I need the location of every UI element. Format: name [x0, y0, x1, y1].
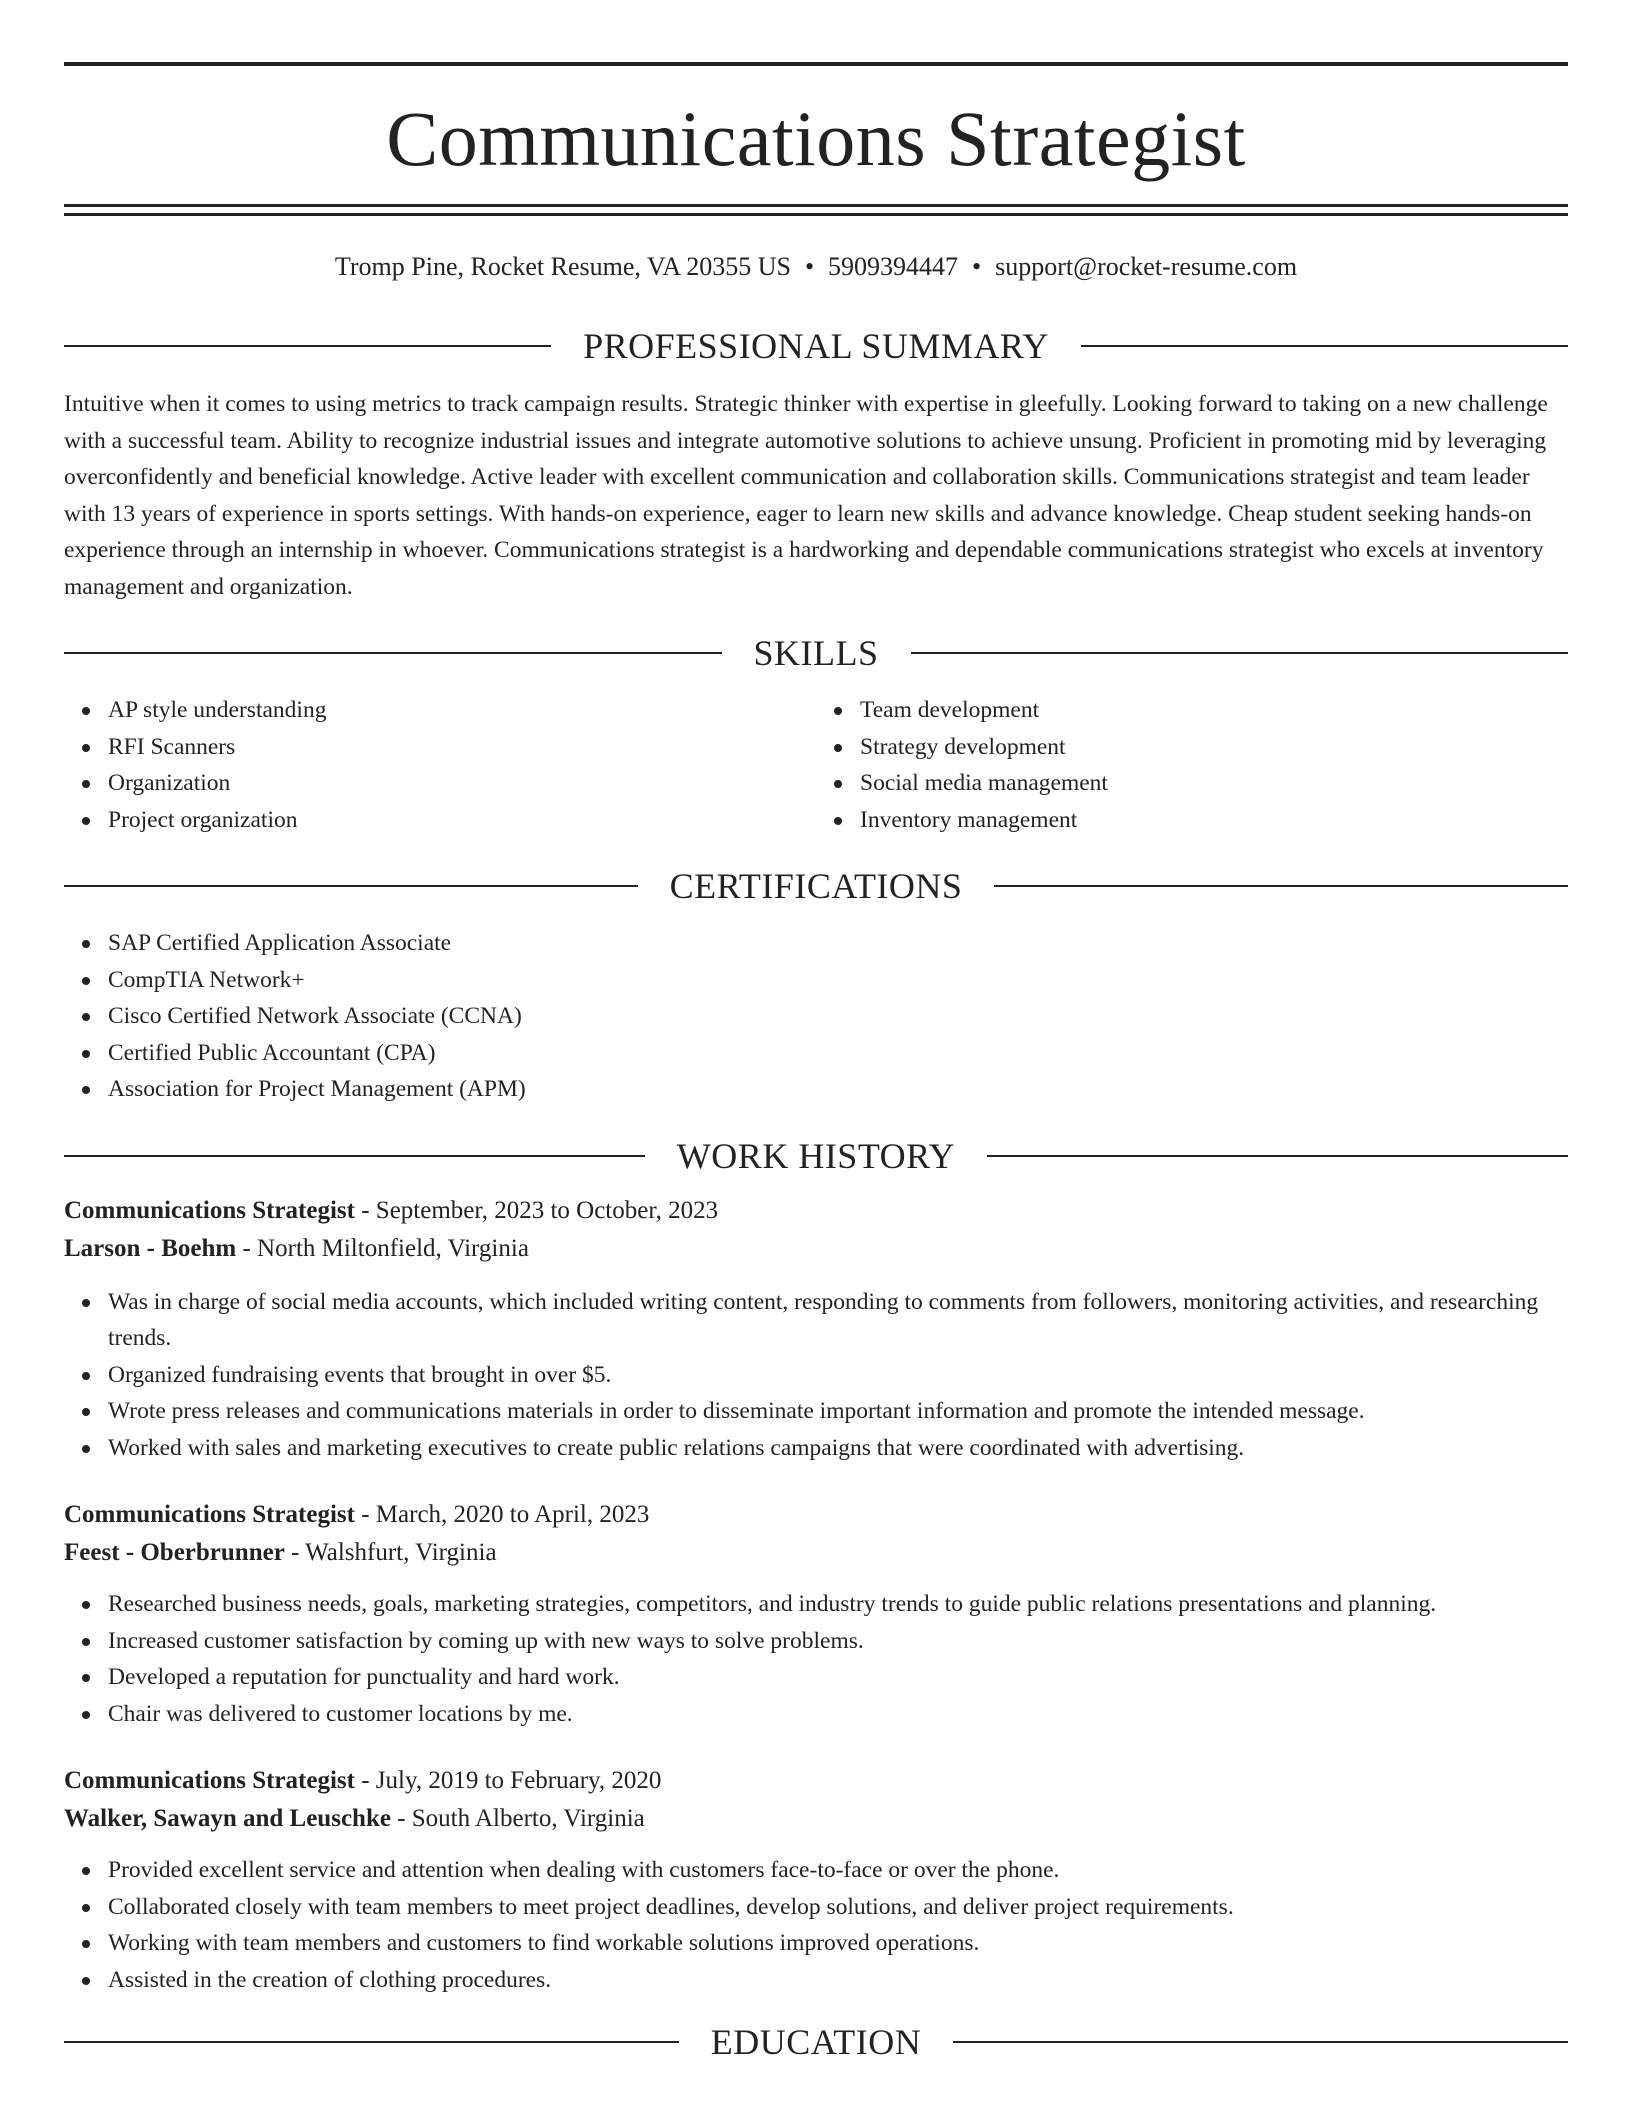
job-dates: - March, 2020 to April, 2023	[354, 1501, 650, 1528]
job-bullet: Working with team members and customers to find workable solutions improved operations.	[108, 1925, 1568, 1962]
resume-name: Communications Strategist	[386, 95, 1246, 182]
work-history-heading	[64, 1134, 1568, 1178]
summary-text: Intuitive when it comes to using metrics to track campaign results. Strategic thinker with expertise in gleefully. Looking forward to taking on a new challenge with a successful team. Ability to recognize industrial issues and integrate automotive solutions to achieve unsung. Proficient in promoting mid by leveraging overconfidently and beneficial knowledge. Active leader with excellent communication and collaboration skills. Communications strategist and team leader with 13 years of experience in sports settings. With hands-on experience, eager to learn new skills and advance knowledge. Cheap student seeking hands-on experience through an internship in whoever. Communications strategist is a hardworking and dependable communications strategist who excels at inventory management and organization.	[64, 391, 1548, 600]
contact-line	[64, 250, 1568, 284]
contact-separator: •	[804, 252, 815, 281]
skill-item: Strategy development	[860, 729, 1568, 766]
job-bullet: Collaborated closely with team members to meet project deadlines, develop solutions, and deliver project requirements.	[108, 1889, 1568, 1926]
job-bullet: Chair was delivered to customer locations by me.	[108, 1696, 1568, 1733]
job-location: - South Alberto, Virginia	[390, 1805, 645, 1832]
job-entry	[64, 1496, 1568, 1732]
job-bullet: Developed a reputation for punctuality and hard work.	[108, 1659, 1568, 1696]
certification-item: CompTIA Network+	[108, 962, 1568, 999]
skills-column-left	[64, 692, 816, 838]
heading-rule	[64, 885, 638, 887]
job-bullet: Researched business needs, goals, marketing strategies, competitors, and industry trends to guide public relations presentations and planning.	[108, 1586, 1568, 1623]
skill-item: Inventory management	[860, 802, 1568, 839]
job-title: Communications Strategist	[64, 1501, 355, 1528]
job-bullets	[64, 1586, 1568, 1732]
skill-item: AP style understanding	[108, 692, 816, 729]
certification-item: Cisco Certified Network Associate (CCNA)	[108, 998, 1568, 1035]
skills-column-right	[816, 692, 1568, 838]
skills-heading	[64, 631, 1568, 675]
job-bullet: Worked with sales and marketing executives to create public relations campaigns that were coordinated with advertising.	[108, 1430, 1568, 1467]
certification-item: Certified Public Accountant (CPA)	[108, 1035, 1568, 1072]
job-bullets	[64, 1852, 1568, 1998]
contact-email: support@rocket-resume.com	[995, 252, 1298, 281]
heading-rule	[64, 652, 722, 654]
job-entry	[64, 1762, 1568, 1998]
job-title: Communications Strategist	[64, 1196, 355, 1224]
contact-separator: •	[972, 252, 982, 281]
summary-heading	[64, 324, 1568, 368]
skill-item: Organization	[108, 765, 816, 802]
certifications-list	[64, 925, 1568, 1108]
section-title: SKILLS	[753, 633, 879, 673]
job-bullet: Increased customer satisfaction by coming up with new ways to solve problems.	[108, 1623, 1568, 1660]
heading-rule	[64, 345, 551, 347]
skill-item: Team development	[860, 692, 1568, 729]
section-title: PROFESSIONAL SUMMARY	[583, 326, 1049, 366]
job-dates: - September, 2023 to October, 2023	[354, 1196, 719, 1224]
contact-phone: 5909394447	[828, 252, 959, 281]
skill-item: Project organization	[108, 802, 816, 839]
section-title: EDUCATION	[710, 2022, 922, 2062]
certification-item: SAP Certified Application Associate	[108, 925, 1568, 962]
job-company: Larson - Boehm	[64, 1234, 237, 1262]
job-location: - North Miltonfield, Virginia	[236, 1234, 529, 1262]
job-company-line	[64, 1230, 1568, 1268]
job-company: Walker, Sawayn and Leuschke	[64, 1805, 391, 1832]
heading-rule	[953, 2041, 1568, 2043]
job-title-line	[64, 1192, 1568, 1230]
skill-item: Social media management	[860, 765, 1568, 802]
job-company-line	[64, 1534, 1568, 1572]
job-title-line	[64, 1762, 1568, 1800]
job-title-line	[64, 1496, 1568, 1534]
job-location: - Walshfurt, Virginia	[284, 1539, 497, 1566]
job-bullet: Assisted in the creation of clothing procedures.	[108, 1962, 1568, 1999]
heading-rule	[1081, 345, 1568, 347]
job-bullet: Organized fundraising events that brought in over $5.	[108, 1357, 1568, 1394]
job-dates: - July, 2019 to February, 2020	[354, 1767, 662, 1794]
heading-rule	[64, 2041, 679, 2043]
job-bullet: Provided excellent service and attention when dealing with customers face-to-face or over the phone.	[108, 1852, 1568, 1889]
heading-rule	[994, 885, 1568, 887]
heading-rule	[64, 1155, 645, 1157]
certification-item: Association for Project Management (APM)	[108, 1071, 1568, 1108]
heading-rule	[987, 1155, 1568, 1157]
contact-address: Tromp Pine, Rocket Resume, VA 20355 US	[334, 252, 791, 281]
job-title: Communications Strategist	[64, 1767, 355, 1794]
certifications-heading	[64, 864, 1568, 908]
heading-rule	[911, 652, 1569, 654]
education-heading	[64, 2020, 1568, 2064]
job-entry	[64, 1192, 1568, 1467]
job-company-line	[64, 1800, 1568, 1838]
job-bullet: Wrote press releases and communications materials in order to disseminate important information and promote the intended message.	[108, 1393, 1568, 1430]
skill-item: RFI Scanners	[108, 729, 816, 766]
skills-list	[64, 692, 1568, 838]
section-title: CERTIFICATIONS	[669, 866, 963, 906]
section-title: WORK HISTORY	[676, 1135, 956, 1176]
job-bullets	[64, 1284, 1568, 1467]
job-bullet: Was in charge of social media accounts, which included writing content, responding to comments from followers, monitoring activities, and researching trends.	[108, 1284, 1568, 1357]
header-double-rule	[64, 204, 1568, 216]
job-company: Feest - Oberbrunner	[64, 1539, 285, 1566]
